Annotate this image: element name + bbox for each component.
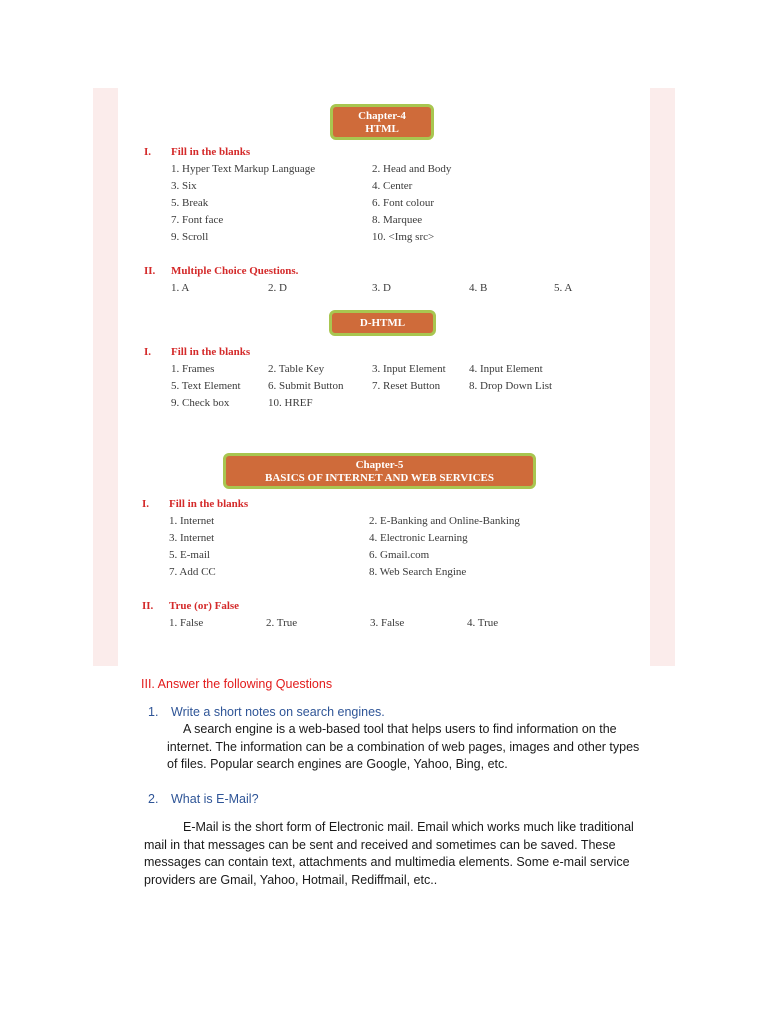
answer-item: 1. Frames <box>171 363 215 375</box>
badge-line: HTML <box>365 123 399 135</box>
section-heading <box>144 146 250 159</box>
answer-item: 3. D <box>372 282 391 294</box>
answer-item: 7. Font face <box>171 214 224 226</box>
dhtml-badge <box>329 310 436 336</box>
answer-item: 3. False <box>370 617 405 629</box>
badge-line: BASICS OF INTERNET AND WEB SERVICES <box>265 472 494 484</box>
answer-item: 6. Submit Button <box>268 380 344 392</box>
answer-item: 6. Font colour <box>372 197 435 209</box>
answer-item: 3. Internet <box>169 532 215 544</box>
answer-item: 6. Gmail.com <box>369 549 430 561</box>
answer-item: 10. <Img src> <box>372 231 435 243</box>
answer-line: E-Mail is the short form of Electronic mail. Email which works much like traditional <box>183 820 634 834</box>
answer-item: 4. True <box>467 617 499 629</box>
section-heading <box>144 265 298 278</box>
chapter-5-badge <box>223 453 536 489</box>
question-number: 1. <box>148 705 159 719</box>
answer-item: 8. Web Search Engine <box>369 566 467 578</box>
badge-line: Chapter-4 <box>358 110 406 122</box>
answer-item: 9. Check box <box>171 397 230 409</box>
answer-line: of files. Popular search engines are Google, Yahoo, Bing, etc. <box>167 757 508 771</box>
section-number: II. <box>142 600 154 612</box>
section-number: I. <box>144 146 152 158</box>
answer-item: 1. Hyper Text Markup Language <box>171 163 316 175</box>
answer-item: 8. Marquee <box>372 214 423 226</box>
answer-item: 8. Drop Down List <box>469 380 553 392</box>
section-heading <box>144 346 250 359</box>
section-title: Multiple Choice Questions. <box>171 265 299 277</box>
answer-item: 5. E-mail <box>169 549 210 561</box>
answer-item: 4. Center <box>372 180 413 192</box>
answer-item: 4. B <box>469 282 488 294</box>
question-text: Write a short notes on search engines. <box>171 705 385 719</box>
answer-line: messages can contain text, attachments and multimedia elements. Some e-mail service <box>144 855 630 869</box>
chapter-4-badge <box>330 104 434 140</box>
answer-item: 2. E-Banking and Online-Banking <box>369 515 520 527</box>
answer-item: 2. True <box>266 617 298 629</box>
answer-item: 5. A <box>554 282 573 294</box>
section-number: II. <box>144 265 156 277</box>
answer-item: 1. Internet <box>169 515 215 527</box>
scan-left-margin <box>93 88 118 666</box>
section-title: Fill in the blanks <box>171 146 251 158</box>
section-title: True (or) False <box>169 600 240 612</box>
answer-line: providers are Gmail, Yahoo, Hotmail, Rediffmail, etc.. <box>144 873 438 887</box>
question-title <box>148 705 385 719</box>
answer-line: mail in that messages can be sent and received and sometimes can be saved. These <box>144 838 616 852</box>
section-heading <box>142 498 248 511</box>
answer-item: 10. HREF <box>268 397 313 409</box>
answer-item: 9. Scroll <box>171 231 209 243</box>
answer-item: 5. Text Element <box>171 380 241 392</box>
answer-item: 4. Input Element <box>469 363 543 375</box>
badge-line: D-HTML <box>359 317 406 329</box>
question-text: What is E-Mail? <box>171 792 259 806</box>
section-heading <box>142 600 239 613</box>
answer-item: 2. Head and Body <box>372 163 452 175</box>
answer-item: 3. Six <box>171 180 197 192</box>
section-title: Fill in the blanks <box>169 498 249 510</box>
answer-line: A search engine is a web-based tool that helps users to find information on the <box>183 722 617 736</box>
question-title <box>148 792 259 806</box>
answer-item: 4. Electronic Learning <box>369 532 468 544</box>
question-number: 2. <box>148 792 159 806</box>
section-title: Fill in the blanks <box>171 346 251 358</box>
answer-line: internet. The information can be a combination of web pages, images and other types <box>167 740 640 754</box>
section-number: I. <box>144 346 152 358</box>
answer-item: 5. Break <box>171 197 209 209</box>
answer-item: 7. Reset Button <box>372 380 441 392</box>
answer-item: 2. D <box>268 282 287 294</box>
answer-item: 1. False <box>169 617 204 629</box>
answer-item: 1. A <box>171 282 190 294</box>
answer-item: 2. Table Key <box>268 363 325 375</box>
section-number: I. <box>142 498 150 510</box>
section-3-heading: III. Answer the following Questions <box>141 677 333 691</box>
scan-right-margin <box>650 88 675 666</box>
answer-item: 7. Add CC <box>169 566 216 578</box>
badge-line: Chapter-5 <box>355 459 404 471</box>
answer-item: 3. Input Element <box>372 363 446 375</box>
